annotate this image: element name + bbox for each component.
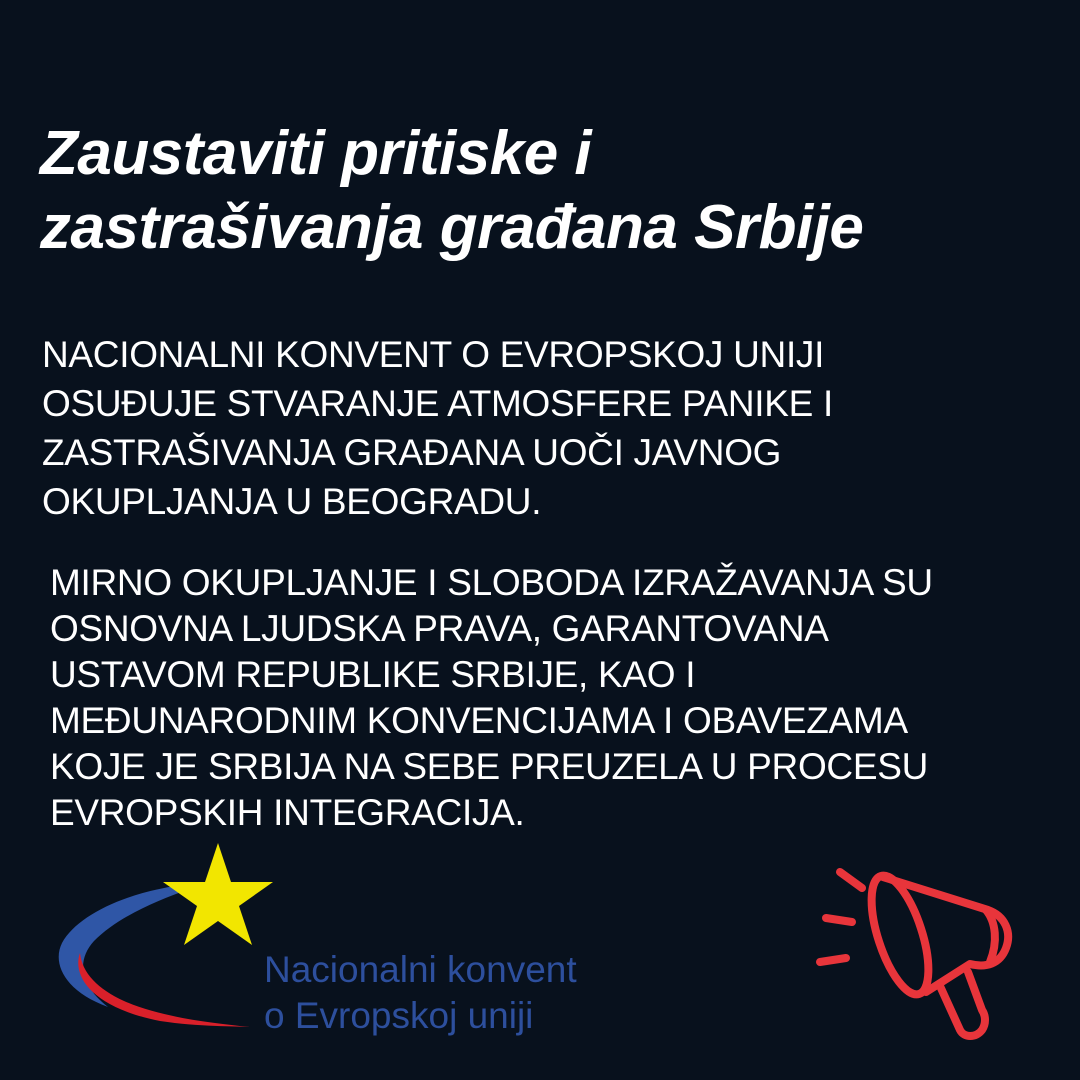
statement-line: OKUPLJANJA U BEOGRADU. — [42, 481, 542, 522]
statement-paragraph — [42, 330, 833, 526]
statement-line: OSUĐUJE STVARANJE ATMOSFERE PANIKE I — [42, 383, 834, 424]
headline — [40, 117, 1040, 265]
megaphone-cap — [986, 910, 995, 962]
sound-line — [840, 872, 862, 888]
organization-logo — [50, 835, 650, 1045]
logo-text — [264, 947, 577, 1039]
statement-line: NACIONALNI KONVENT O EVROPSKOJ UNIJI — [42, 334, 825, 375]
rights-line: USTAVOM REPUBLIKE SRBIJE, KAO I — [50, 654, 696, 695]
yellow-star — [163, 843, 273, 945]
headline-line-1: Zaustaviti pritiske i — [40, 119, 592, 188]
statement-line: ZASTRAŠIVANJA GRAĐANA UOČI JAVNOG — [42, 432, 782, 473]
sound-line — [826, 918, 852, 922]
rights-line: EVROPSKIH INTEGRACIJA. — [50, 792, 525, 833]
red-swoosh — [78, 953, 250, 1027]
rights-line: MIRNO OKUPLJANJE I SLOBODA IZRAŽAVANJA SU — [50, 562, 933, 603]
logo-text-line-2: o Evropskoj uniji — [264, 995, 534, 1036]
rights-paragraph — [50, 560, 933, 836]
headline-line-2: zastrašivanja građana Srbije — [40, 193, 864, 262]
rights-line: KOJE JE SRBIJA NA SEBE PREUZELA U PROCESU — [50, 746, 929, 787]
logo-text-line-1: Nacionalni konvent — [264, 949, 577, 990]
rights-line: MEĐUNARODNIM KONVENCIJAMA I OBAVEZAMA — [50, 700, 908, 741]
star-swoosh-logo-icon — [50, 835, 290, 1045]
sound-line — [820, 958, 846, 962]
megaphone-icon — [800, 850, 1050, 1050]
rights-line: OSNOVNA LJUDSKA PRAVA, GARANTOVANA — [50, 608, 829, 649]
blue-swoosh — [59, 883, 208, 1007]
